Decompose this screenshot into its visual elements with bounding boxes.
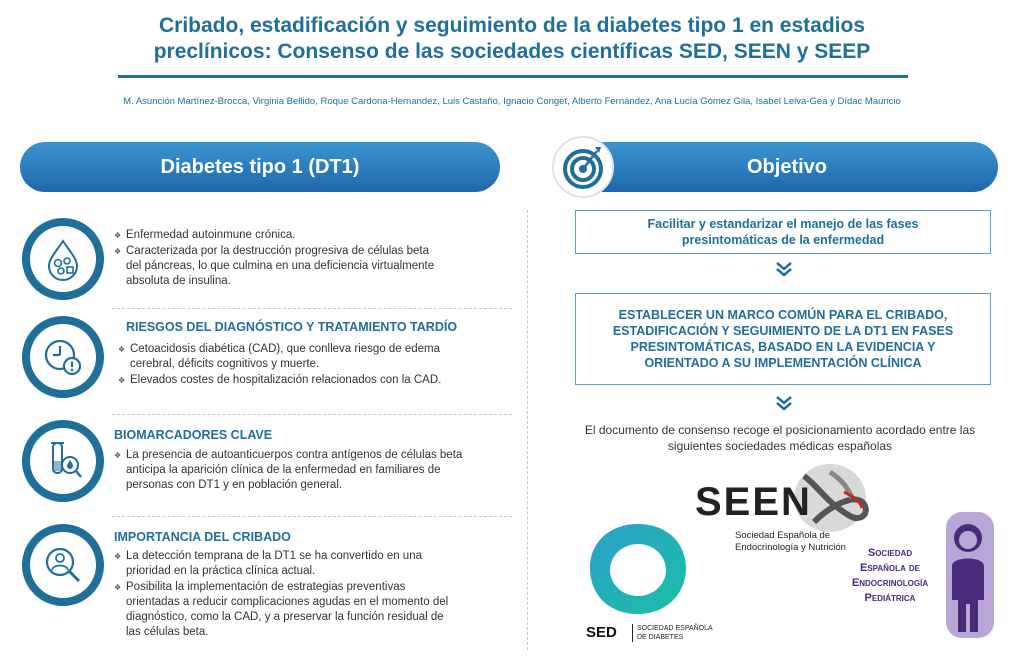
- section-separator: [112, 308, 512, 309]
- consenso-text: El documento de consenso recoge el posicionamiento acordado entre las siguientes sociedades médicas españolas: [584, 423, 976, 453]
- section-3-heading: BIOMARCADORES CLAVE: [114, 428, 273, 442]
- blood-drop-cells-icon: [41, 237, 85, 281]
- section-separator: [112, 516, 512, 517]
- page-title: [0, 13, 1024, 65]
- title-line-2: preclínicos: Consenso de las sociedades científicas SED, SEEN y SEEP: [153, 40, 871, 63]
- sed-logo-mark-icon: [586, 518, 690, 618]
- banner-objetivo-label: Objetivo: [746, 155, 827, 178]
- section-separator: [112, 414, 512, 415]
- objective-box-1-text: Facilitar y estandarizar el manejo de las fases presintomáticas de la enfermedad: [647, 217, 919, 247]
- magnifier-person-icon: [41, 543, 85, 587]
- sed-logo-text: SED: [586, 624, 617, 641]
- banner-objetivo: [556, 142, 998, 192]
- chevron-down-icon: [775, 394, 793, 412]
- section-1-bullets: [114, 228, 444, 290]
- bullet: ❖ Caracterizada por la destrucción progresiva de células beta del páncreas, lo que culmina en una deficiencia virtualmente absoluta de insulina.: [114, 244, 444, 289]
- column-divider: [527, 210, 528, 650]
- bullet: ❖ Enfermedad autoinmune crónica.: [114, 228, 444, 243]
- banner-dt1: [20, 142, 500, 192]
- seen-logo-text: SEEN: [695, 480, 812, 524]
- section-4-icon-ring: [22, 524, 104, 606]
- section-4-bullets: [114, 549, 454, 641]
- objective-box-1: [575, 210, 991, 254]
- section-3-icon-ring: [22, 420, 104, 502]
- section-2-heading: RIESGOS DEL DIAGNÓSTICO Y TRATAMIENTO TARDÍO: [126, 320, 458, 334]
- banner-dt1-label: Diabetes tipo 1 (DT1): [160, 155, 360, 178]
- bullet: ❖ Elevados costes de hospitalización relacionados con la CAD.: [118, 373, 448, 388]
- clock-alert-icon: [41, 335, 85, 379]
- section-2-bullets: [118, 342, 448, 389]
- seep-logo-text: Sociedad Española de Endocrinología Pediátrica: [851, 547, 929, 604]
- test-tube-drop-icon: [41, 439, 85, 483]
- seep-logo-child-icon: [944, 510, 996, 640]
- section-2-icon-ring: [22, 316, 104, 398]
- section-4-heading: IMPORTANCIA DEL CRIBADO: [114, 530, 291, 544]
- authors-line: M. Asunción Martínez-Brocca, Virginia Bellido, Roque Cardona-Hernandez, Luis Castaño, Ignacio Conget, Alberto Fernández, Ana Lucía Gómez Gila, Isabel Leiva-Gea y Dídac Mauricio: [123, 96, 901, 107]
- chevron-down-icon: [775, 260, 793, 278]
- bullet: ❖ La detección temprana de la DT1 se ha convertido en una prioridad en la práctica clínica actual.: [114, 549, 454, 579]
- objective-box-2-text: ESTABLECER UN MARCO COMÚN PARA EL CRIBADO, ESTADIFICACIÓN Y SEGUIMIENTO DE LA DT1 EN FASES PRESINTOMÁTICAS, BASADO EN LA EVIDENCIA Y ORIENTADO A SU IMPLEMENTACIÓN CLÍNICA: [612, 308, 954, 370]
- bullet: ❖ Cetoacidosis diabética (CAD), que conlleva riesgo de edema cerebral, déficits cognitivos y muerte.: [118, 342, 448, 372]
- bullet: ❖ Posibilita la implementación de estrategias preventivas orientadas a reducir complicaciones agudas en el momento del diagnóstico, como la CAD, y a preservar la función residual de las células beta.: [114, 580, 454, 640]
- title-underline: [118, 75, 908, 78]
- objective-box-2: [575, 293, 991, 385]
- title-line-1: Cribado, estadificación y seguimiento de la diabetes tipo 1 en estadios: [158, 14, 865, 37]
- section-3-bullets: [114, 448, 474, 494]
- bullet: ❖ La presencia de autoanticuerpos contra antígenos de células beta anticipa la aparición clínica de la enfermedad en familiares de personas con DT1 y en población general.: [114, 448, 474, 493]
- target-icon: [552, 136, 614, 198]
- seen-logo-subtitle: Sociedad Española de Endocrinología y Nutrición: [735, 530, 846, 553]
- sed-logo-subtitle: SOCIEDAD ESPAÑOLA DE DIABETES: [632, 624, 713, 642]
- section-1-icon-ring: [22, 218, 104, 300]
